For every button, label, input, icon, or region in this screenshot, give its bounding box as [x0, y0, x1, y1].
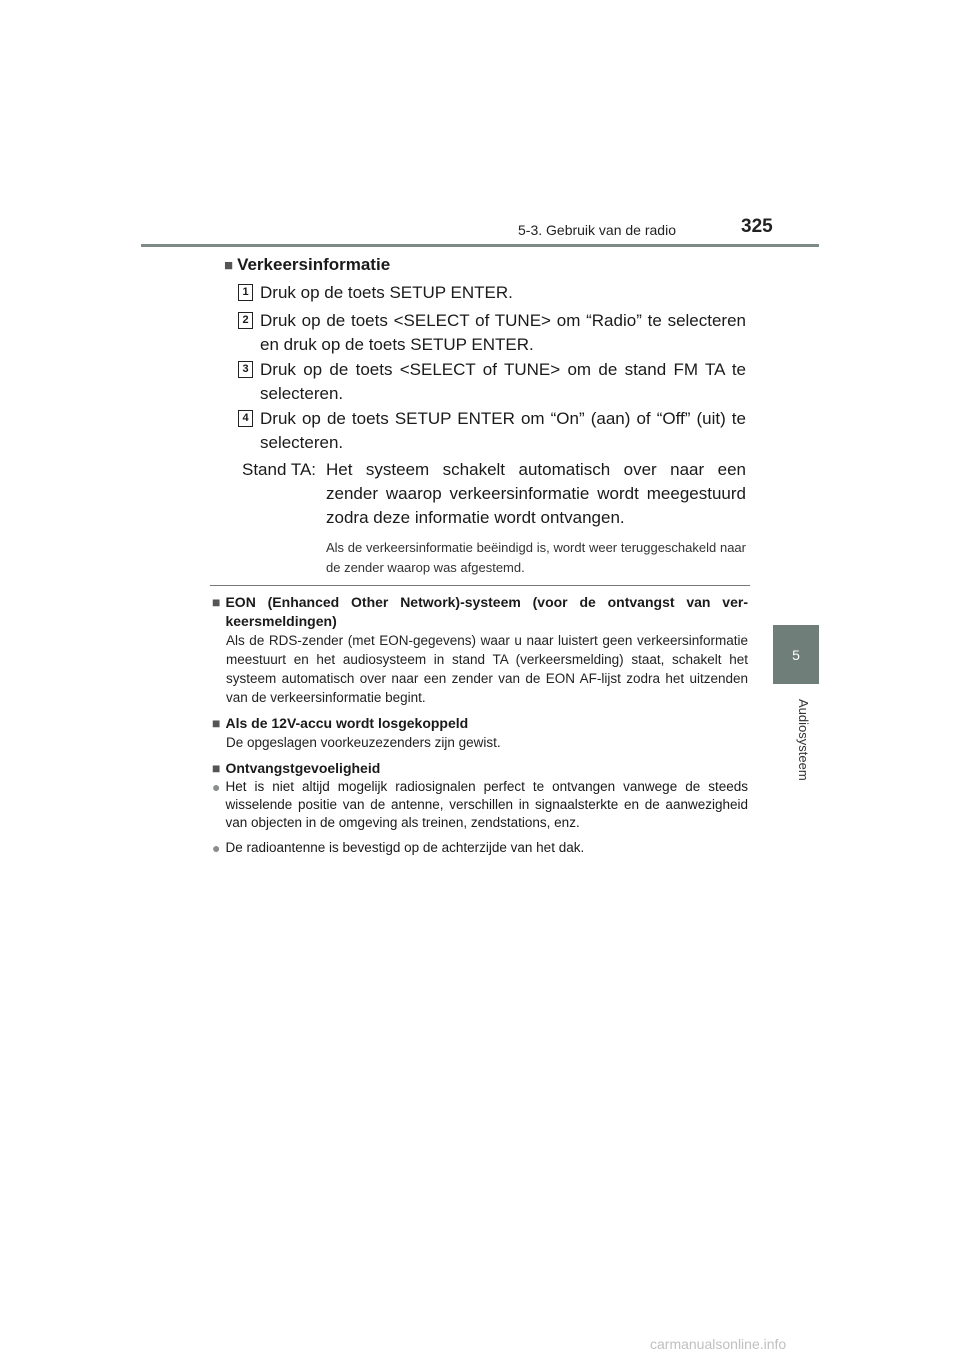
step-3	[238, 358, 746, 406]
note-body: Als de RDS-zender (met EON-gegevens) waar u naar luistert geen verkeersinformatie meestuurt en het audiosysteem in stand TA (verkeersmelding) staat, schakelt het systeem automatisch over naar een zender van de EON AF-lijst zodra het uitzenden van de verkeersinformatie begint.	[226, 633, 748, 705]
step-text: Druk op de toets <SELECT of TUNE> om de stand FM TA te selecteren.	[260, 360, 746, 403]
step-text: Druk op de toets SETUP ENTER om “On” (aan) of “Off” (uit) te selecteren.	[260, 409, 746, 452]
section-title-text: Verkeersinformatie	[237, 255, 391, 274]
section-divider	[210, 585, 750, 586]
circle-bullet-icon: ●	[212, 840, 221, 856]
square-bullet-icon: ■	[212, 760, 221, 776]
note-reception	[212, 759, 748, 857]
note-title-text: Als de 12V-accu wordt losgekoppeld	[225, 715, 469, 731]
definition-term: Stand TA:	[242, 460, 317, 479]
watermark: carmanualsonline.info	[650, 1336, 787, 1352]
notes-section	[212, 593, 748, 864]
page-number: 325	[741, 216, 773, 237]
chapter-number: 5	[792, 646, 800, 663]
step-4	[238, 407, 746, 455]
note-body: De opgeslagen voorkeuzezenders zijn gewist.	[226, 735, 501, 750]
note-title-text: Ontvangstgevoeligheid	[225, 760, 381, 776]
square-bullet-icon: ■	[224, 256, 234, 274]
note-title	[212, 593, 748, 631]
note-title-text: EON (Enhanced Other Network)-systeem (voor de ontvangst van verkeersmeldingen)	[225, 594, 748, 629]
circle-bullet-icon: ●	[212, 779, 221, 795]
square-bullet-icon: ■	[212, 715, 221, 731]
step-2	[238, 309, 746, 357]
definition-block	[242, 458, 746, 578]
step-text: Druk op de toets <SELECT of TUNE> om “Radio” te selecteren en druk op de toets SETUP ENTER.	[260, 311, 746, 354]
note-title	[212, 714, 748, 733]
note-battery	[212, 714, 748, 752]
definition-note: Als de verkeersinformatie beëindigd is, wordt weer teruggeschakeld naar de zender waarop was afgestemd.	[326, 540, 746, 575]
list-item-text: Het is niet altijd mogelijk radiosignalen perfect te ontvangen vanwege de steeds wisselende positie van de antenne, verschillen in signaalsterkte en de aanwezigheid van objecten in de omgeving als treinen, zendstations, enz.	[225, 779, 748, 830]
step-number-badge: 2	[238, 312, 253, 329]
main-section	[224, 254, 746, 575]
step-text: Druk op de toets SETUP ENTER.	[260, 283, 513, 302]
section-title	[224, 254, 746, 276]
definition-description: Het systeem schakelt automatisch over naar een zender waarop verkeersinformatie wordt meegestuurd zodra deze informatie wordt ontvangen.	[326, 460, 746, 527]
header-rule	[141, 244, 819, 247]
note-eon	[212, 593, 748, 707]
section-header: 5-3. Gebruik van de radio	[518, 222, 676, 238]
step-number-badge: 1	[238, 284, 253, 301]
chapter-label: Audiosysteem	[796, 699, 811, 781]
step-number-badge: 4	[238, 410, 253, 427]
square-bullet-icon: ■	[212, 594, 221, 610]
note-title	[212, 759, 748, 778]
step-number-badge: 3	[238, 361, 253, 378]
step-1	[238, 281, 746, 305]
list-item	[212, 839, 748, 857]
list-item-text: De radioantenne is bevestigd op de achterzijde van het dak.	[225, 840, 585, 855]
chapter-tab	[773, 625, 819, 684]
list-item	[212, 778, 748, 832]
